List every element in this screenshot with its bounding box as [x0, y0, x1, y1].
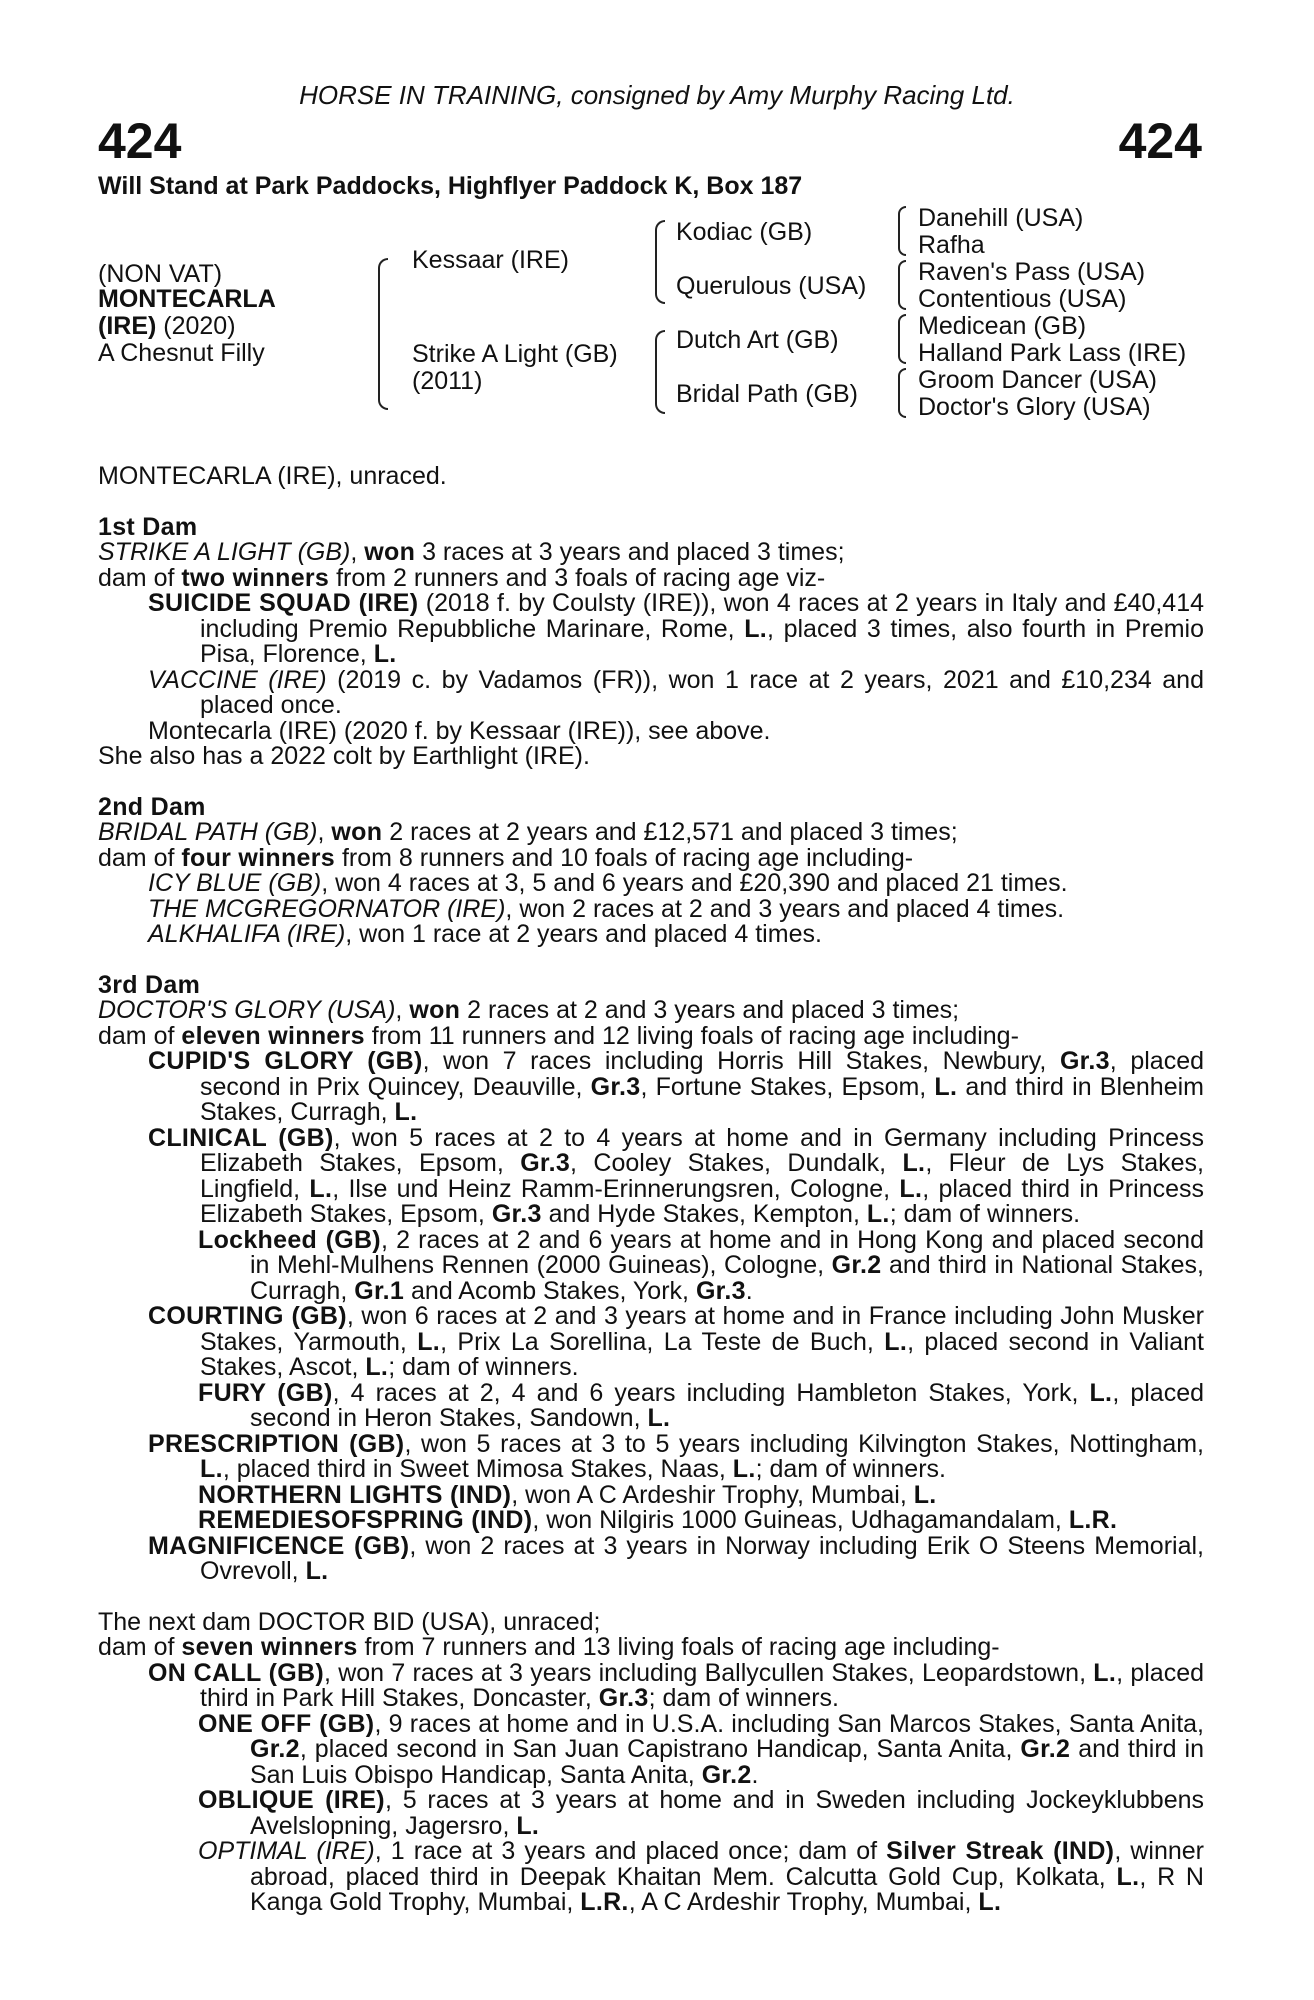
ds-dam: Halland Park Lass (IRE) [918, 339, 1187, 367]
brace-ss [898, 206, 906, 256]
dam-dam: Bridal Path (GB) [676, 380, 859, 408]
brace-sd [898, 260, 906, 310]
lot-number-left: 424 [98, 113, 182, 169]
first-dam-produce-summary: dam of two winners from 2 runners and 3 foals of racing age viz- [98, 563, 826, 592]
progeny-mcgregornator: THE MCGREGORNATOR (IRE), won 2 races at 2 and 3 years and placed 4 times. [148, 894, 1065, 923]
next-dam-line: The next dam DOCTOR BID (USA), unraced; [98, 1607, 601, 1636]
third-dam-record: DOCTOR'S GLORY (USA), won 2 races at 2 and 3 years and placed 3 times; [98, 996, 960, 1024]
second-dam-produce-summary: dam of four winners from 8 runners and 10 foals of racing age including- [98, 843, 914, 872]
dd-dam: Doctor's Glory (USA) [918, 393, 1151, 421]
ss-sire: Danehill (USA) [918, 204, 1084, 232]
lot-number-right: 424 [1118, 113, 1202, 169]
brace-dam [655, 330, 665, 414]
sire: Kessaar (IRE) [412, 246, 569, 274]
intro-line: MONTECARLA (IRE), unraced. [98, 462, 447, 490]
first-dam-record: STRIKE A LIGHT (GB), won 3 races at 3 years and placed 3 times; [98, 538, 845, 566]
progeny-prescription: PRESCRIPTION (GB), won 5 races at 3 to 5 years including Kilvington Stakes, Nottingham, L., placed third in Sweet Mimosa Stakes, Naas, L.; dam of winners. [148, 1429, 1204, 1483]
progeny-northern-lights: NORTHERN LIGHTS (IND), won A C Ardeshir Trophy, Mumbai, L. [198, 1480, 937, 1509]
sire-sire: Kodiac (GB) [676, 218, 813, 246]
sd-sire: Raven's Pass (USA) [918, 258, 1146, 286]
sd-dam: Contentious (USA) [918, 285, 1127, 313]
ss-dam: Rafha [918, 231, 985, 259]
third-dam-heading: 3rd Dam [98, 970, 201, 999]
third-dam-produce-summary: dam of eleven winners from 11 runners and 12 living foals of racing age including- [98, 1021, 1019, 1050]
brace-dd [898, 368, 906, 418]
progeny-oblique: OBLIQUE (IRE), 5 races at 3 years at home and in Sweden including Jockeyklubbens Avelslopning, Jagersro, L. [198, 1786, 1205, 1840]
progeny-suicide-squad: SUICIDE SQUAD (IRE) (2018 f. by Coulsty (IRE)), won 4 races at 2 years in Italy and £40,414 including Premio Repubbliche Marinare, Rome, L., placed 3 times, also fourth in Premio Pisa, Florence, L. [148, 589, 1205, 668]
dam-year: (2011) [412, 367, 483, 395]
progeny-icy-blue: ICY BLUE (GB), won 4 races at 3, 5 and 6 years and £20,390 and placed 21 times. [148, 869, 1068, 897]
progeny-vaccine: VACCINE (IRE) (2019 c. by Vadamos (FR)), won 1 race at 2 years, 2021 and £10,234 and placed once. [148, 665, 1204, 719]
catalogue-body [98, 464, 1204, 1916]
dd-sire: Groom Dancer (USA) [918, 366, 1157, 394]
next-dam-produce-summary: dam of seven winners from 7 runners and 13 living foals of racing age including- [98, 1633, 1000, 1661]
dam-sire: Dutch Art (GB) [676, 326, 839, 354]
stand-location: Will Stand at Park Paddocks, Highflyer Paddock K, Box 187 [98, 172, 803, 200]
progeny-one-off: ONE OFF (GB), 9 races at home and in U.S.A. including San Marcos Stakes, Santa Anita, Gr.2, placed second in San Juan Capistrano Handicap, Santa Anita, Gr.2 and third in San Luis Obispo Handicap, Santa Anita, Gr.2. [198, 1709, 1204, 1789]
brace-ds [898, 314, 906, 364]
brace-sire [655, 220, 665, 304]
horse-description: A Chesnut Filly [98, 339, 265, 367]
progeny-alkhalifa: ALKHALIFA (IRE), won 1 race at 2 years and placed 4 times. [148, 920, 822, 948]
first-dam-also: She also has a 2022 colt by Earthlight (IRE). [98, 742, 590, 770]
progeny-optimal: OPTIMAL (IRE), 1 race at 3 years and placed once; dam of Silver Streak (IND), winner abroad, placed third in Deepak Khaitan Mem. Calcutta Gold Cup, Kolkata, L., R N Kanga Gold Trophy, Mumbai, L.R., A C Ardeshir Trophy, Mumbai, L. [198, 1837, 1204, 1916]
progeny-on-call: ON CALL (GB), won 7 races at 3 years including Ballycullen Stakes, Leopardstown, L., placed third in Park Hill Stakes, Doncaster, Gr.3; dam of winners. [148, 1658, 1205, 1712]
progeny-fury: FURY (GB), 4 races at 2, 4 and 6 years including Hambleton Stakes, York, L., placed second in Heron Stakes, Sandown, L. [198, 1378, 1205, 1432]
horse-origin-year: (IRE) (2020) [98, 312, 236, 340]
progeny-magnificence: MAGNIFICENCE (GB), won 2 races at 3 years in Norway including Erik O Steens Memorial, Ovrevoll, L. [148, 1531, 1204, 1585]
progeny-clinical: CLINICAL (GB), won 5 races at 2 to 4 years at home and in Germany including Princess Elizabeth Stakes, Epsom, Gr.3, Cooley Stakes, Dundalk, L., Fleur de Lys Stakes, Lingfield, L., Ilse und Heinz Ramm-Erinnerungsren, Cologne, L., placed third in Princess Elizabeth Stakes, Epsom, Gr.3 and Hyde Stakes, Kempton, L.; dam of winners. [148, 1123, 1205, 1228]
consignment-header: HORSE IN TRAINING, consigned by Amy Murphy Racing Ltd. [299, 80, 1015, 110]
progeny-lockheed: Lockheed (GB), 2 races at 2 and 6 years at home and in Hong Kong and placed second in Mehl-Mulhens Rennen (2000 Guineas), Cologne, Gr.2 and third in National Stakes, Curragh, Gr.1 and Acomb Stakes, York, Gr.3. [198, 1225, 1204, 1305]
second-dam-record: BRIDAL PATH (GB), won 2 races at 2 years and £12,571 and placed 3 times; [98, 818, 958, 846]
sire-dam: Querulous (USA) [676, 272, 867, 300]
progeny-cupids-glory: CUPID'S GLORY (GB), won 7 races including Horris Hill Stakes, Newbury, Gr.3, placed second in Prix Quincey, Deauville, Gr.3, Fortune Stakes, Epsom, L. and third in Blenheim Stakes, Curragh, L. [148, 1047, 1204, 1126]
ds-sire: Medicean (GB) [918, 312, 1087, 340]
horse-name: MONTECARLA [98, 285, 276, 313]
brace-main [378, 258, 388, 410]
progeny-remediesofspring: REMEDIESOFSPRING (IND), won Nilgiris 1000 Guineas, Udhagamandalam, L.R. [198, 1506, 1118, 1534]
first-dam-heading: 1st Dam [98, 512, 198, 541]
vat-status: (NON VAT) [98, 260, 223, 288]
progeny-courting: COURTING (GB), won 6 races at 2 and 3 years at home and in France including John Musker Stakes, Yarmouth, L., Prix La Sorellina, La Teste de Buch, L., placed second in Valiant Stakes, Ascot, L.; dam of winners. [148, 1302, 1205, 1381]
second-dam-heading: 2nd Dam [98, 792, 206, 821]
progeny-montecarla: Montecarla (IRE) (2020 f. by Kessaar (IRE)), see above. [148, 716, 771, 745]
dam: Strike A Light (GB) [412, 340, 618, 368]
